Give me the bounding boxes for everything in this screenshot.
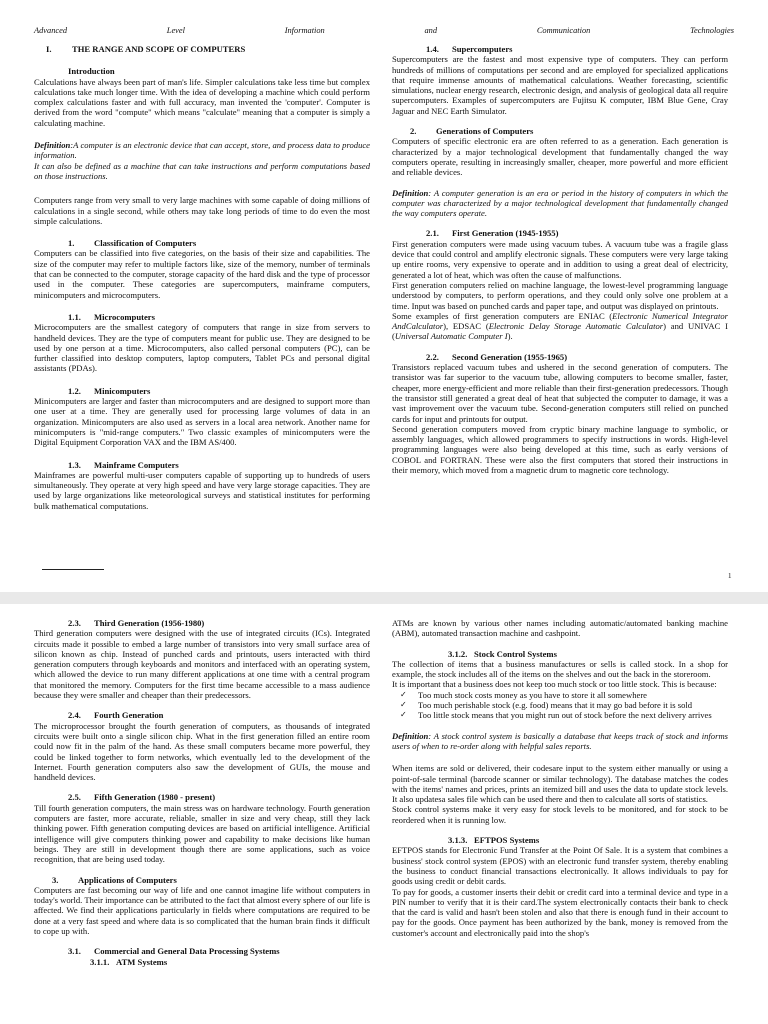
- paragraph: First generation computers relied on machine language, the lowest-level programming language understood by computers, to perform operations, and they could only solve one problem at a time. Input was based on punched cards and paper tape, and output was displayed on printouts.: [392, 279, 728, 311]
- section-heading: 1.2. Minicomputers: [68, 385, 151, 396]
- checkmark-icon: ✓: [400, 700, 407, 710]
- paragraph: It is important that a business does not keep too much stock or too little stock. This is because:: [392, 679, 717, 690]
- definition: Definition: A stock control system is basically a database that keeps track of stock and informs users of when to re-order along with helpful sales reports.: [392, 730, 728, 751]
- page2-right-column: [392, 618, 728, 938]
- paragraph: Supercomputers are the fastest and most expensive type of computers. They can perform hundreds of millions of computations per second and are employed for specialized applications that require immense amounts of mathematical calculations. Weather forecasting, scientific simulations, nuclear energy research, electronic design, and analysis of geological data all require supercomputers. Examples of supercomputers are Fujitsu K computer, IBM Blue Gene, Cray Jaguar and NEC Earth Simulator.: [392, 54, 728, 116]
- section-heading: 3.1.2. Stock Control Systems: [448, 648, 557, 659]
- section-heading: 2.3. Third Generation (1956-1980): [68, 618, 205, 628]
- section-heading: 1.1. Microcomputers: [68, 311, 155, 322]
- paragraph: The microprocessor brought the fourth generation of computers, as thousands of integrated circuits were built onto a single silicon chip. What in the first generation filled an entire room could now fit in the palm of the hand. As these small computers became more powerful, they could be linked together to form networks, which eventually led to the development of the Internet. Fourth generation computers also saw the development of GUIs, the mouse and handheld devices.: [34, 720, 370, 783]
- paragraph: Some examples of first generation computers are ENIAC (Electronic Numerical Integrator AndCalculator), EDSAC (Electronic Delay Storage Automatic Calculator) and UNIVAC I (Universal Automatic Computer I).: [392, 310, 729, 342]
- page-number: 1: [728, 572, 732, 580]
- section-heading: 2.4. Fourth Generation: [68, 710, 164, 721]
- section-heading: 3.1.3. EFTPOS Systems: [448, 835, 540, 846]
- section-heading: 1.3. Mainframe Computers: [68, 459, 179, 470]
- paragraph: Third generation computers were designed with the use of integrated circuits (ICs). Integrated circuits made it possible to embed a large number of transistors into very small surface area of silicon known as chip. Instead of punched cards and printouts, users interacted with third generation computers through keyboards and monitors and interfaced with an operating system, which allowed the device to run many different applications at one time with a central program that monitored the memory. Computers for the first time became accessible to a mass audience because they were smaller and cheaper than their predecessors.: [34, 628, 370, 701]
- section-heading: 1.4. Supercomputers: [426, 44, 513, 54]
- section-heading: 3. Applications of Computers: [52, 874, 177, 885]
- paragraph: Till fourth generation computers, the main stress was on hardware technology. Fourth generation computers are faster, more accurate, reliable, smaller in size and very cheap, still they lack thinking power. Fifth generation computing devices are based on artificial intelligence. Artificial intelligence will give computers thinking power and capability to make decisions like human beings. They are still in development though there are some applications, such as voice recognition, that are being used today.: [34, 802, 370, 865]
- page1-left-column: [34, 44, 370, 517]
- header-word: Advanced: [34, 26, 68, 35]
- paragraph: To pay for goods, a customer inserts their debit or credit card into a terminal device and type in a PIN number to verify that it is their card.The system electronically contacts their bank to check that the card is valid and hasn't been stolen and also that there is enough fund in their account to pay for the goods. Once payment has been authorized by the bank, money is removed from the customer's account and electronically paid into the shop's: [392, 886, 728, 938]
- paragraph: Computers range from very small to very large machines with some capable of doing millions of calculations in a single second, while others may take long periods of time to do even the most simple calculations.: [34, 195, 370, 226]
- page1-right-column: [392, 44, 728, 481]
- running-header: [34, 26, 734, 35]
- checkmark-icon: ✓: [400, 689, 407, 699]
- paragraph: Stock control systems make it very easy for stock levels to be monitored, and for stock to be reordered when it is running low.: [392, 804, 728, 825]
- header-word: Level: [166, 26, 185, 35]
- header-word: Technologies: [690, 26, 734, 35]
- header-word: and: [424, 26, 438, 35]
- checkmark-icon: ✓: [400, 710, 407, 720]
- paragraph: Computers of specific electronic era are often referred to as a generation. Each generation is characterized by a major technological development that fundamentally changed the way computers operate, resulting in increasingly smaller, cheaper, more powerful and more efficient and reliable devices.: [392, 136, 728, 178]
- paragraph: EFTPOS stands for Electronic Fund Transfer at the Point Of Sale. It is a system that combines a business' stock control system (EPOS) with an electronic fund transfer system, thereby enabling the business to conduct financial transactions electronically. It allows individuals to pay for goods using credit or debit cards.: [392, 845, 728, 887]
- section-heading: 2.2. Second Generation (1955-1965): [426, 351, 568, 362]
- checklist: [392, 690, 728, 721]
- paragraph: Second generation computers moved from cryptic binary machine language to symbolic, or assembly languages, which allowed programmers to specify instructions in words. High-level programming languages were also being developed at this time, such as early versions of COBOL and FORTRAN. These were also the first computers that stored their instructions in their memory, which moved from a magnetic drum to magnetic core technology.: [392, 423, 728, 475]
- list-item: ✓ Too little stock means that you might run out of stock before the next delivery arrives: [400, 710, 712, 721]
- section-heading: 1. Classification of Computers: [68, 238, 197, 249]
- paragraph: Computers are fast becoming our way of life and one cannot imagine life without computers in today's world. Their importance can be attributed to the fact that almost every sphere of our life is affected. We find their applications particularly in fields where computations are required to be done at a very fast speed and where data is so complicated that the human brain finds it difficult to cope up with.: [34, 884, 370, 937]
- header-word: Information: [284, 26, 325, 35]
- paragraph: Calculations have always been part of man's life. Simpler calculations take less time but complex calculations take much longer time. With the idea of developing a machine which could perform complex calculations faster and with full accuracy, man invented the 'computer'. Computer is derived from the word "compute" which means "calculate" meaning that a computer is simply a calculating machine.: [34, 76, 370, 128]
- page2-left-column: [34, 618, 370, 967]
- paragraph: The collection of items that a business manufactures or sells is called stock. In a shop for example, the stock includes all of the items on the shelves and out the back in the storeroom.: [392, 658, 728, 680]
- list-item: ✓ Too much stock costs money as you have to store it all somewhere: [400, 689, 647, 700]
- paragraph: ATMs are known by various other names including automatic/automated banking machine (ABM), automated transaction machine and cashpoint.: [392, 618, 728, 639]
- section-heading: 3.1.1. ATM Systems: [90, 956, 168, 967]
- paragraph: Microcomputers are the smallest category of computers that range in size from servers to handheld devices. They are the type of computers meant for public use. They are designed to be used by one person at a time. Microcomputers, also called personal computers (PC), can be further classified into desktop computers, laptop computers, Tablet PCs and personal digital assistants (PDAs).: [34, 322, 370, 374]
- paragraph: Minicomputers are larger and faster than microcomputers and are designed to support more than one user at a time. They are generally used for processing large volumes of data in an organization. Minicomputers are also used as servers in a local area network. Another name for minicomputers is "mid-range computers." Two classic examples of minicomputers were the Digital Equipment Corporation VAX and the IBM AS/400.: [34, 396, 370, 448]
- paragraph: Transistors replaced vacuum tubes and ushered in the second generation of computers. The transistor was far superior to the vacuum tube, allowing computers to become smaller, faster, cheaper, more energy-efficient and more reliable than their first-generation predecessors. Though the transistor still generated a great deal of heat that subjected the computer to damage, it was a vast improvement over the vacuum tube. Second-generation computers still relied on punched cards for input and printouts for output.: [392, 362, 728, 424]
- section-heading: 2. Generations of Computers: [410, 126, 534, 137]
- section-heading: 2.5. Fifth Generation (1980 - present): [68, 792, 216, 803]
- section-heading: 2.1. First Generation (1945-1955): [426, 228, 559, 239]
- document-page-2: [0, 604, 768, 1024]
- section-heading: I. THE RANGE AND SCOPE OF COMPUTERS: [46, 44, 246, 54]
- definition: Definition:A computer is an electronic device that can accept, store, and process data to produce information. It can also be defined as a machine that can take instructions and perform computations based on those instructions.: [34, 140, 370, 181]
- section-heading: Introduction: [68, 66, 115, 77]
- definition: Definition: A computer generation is an era or period in the history of computers in which the computer was characterized by a major technological development that fundamentally changed the way computers operate.: [392, 187, 728, 219]
- list-item: ✓ Too much perishable stock (e.g. food) means that it may go bad before it is sold: [400, 700, 693, 711]
- section-heading: 3.1. Commercial and General Data Processing Systems: [68, 946, 280, 957]
- paragraph: First generation computers were made using vacuum tubes. A vacuum tube was a fragile glass device that could control and amplify electronic signals. These computers were very large taking up entire rooms, very expensive to operate and in addition to using a great deal of electricity, generated a lot of heat, which was often the cause of malfunctions.: [392, 238, 728, 280]
- paragraph: Mainframes are powerful multi-user computers capable of supporting up to hundreds of users simultaneously. They operate at very high speed and have very large storage capacities. They are used by large organizations like meteorological surveys and statistical institutes for performing bulk mathematical computations.: [34, 469, 370, 511]
- header-word: Communication: [536, 26, 591, 35]
- footnote-separator: [42, 569, 104, 570]
- paragraph: Computers can be classified into five categories, on the basis of their size and capabilities. The size of the computer may refer to multiple factors like, size of the memory, number of terminals that can be connected to the computer, storage capacity of the hard disk and the type of processor used in the computer. These categories are supercomputers, mainframe computers, minicomputers and microcomputers.: [34, 248, 370, 300]
- paragraph: When items are sold or delivered, their codesare input to the system either manually or using a point-of-sale terminal (barcode scanner or similar technology). The database matches the codes with the items' names and prices, prints an itemized bill and uses the data to update stock levels. It also updatesa sales file which can be used there and then to calculate all sorts of statistics.: [392, 763, 728, 805]
